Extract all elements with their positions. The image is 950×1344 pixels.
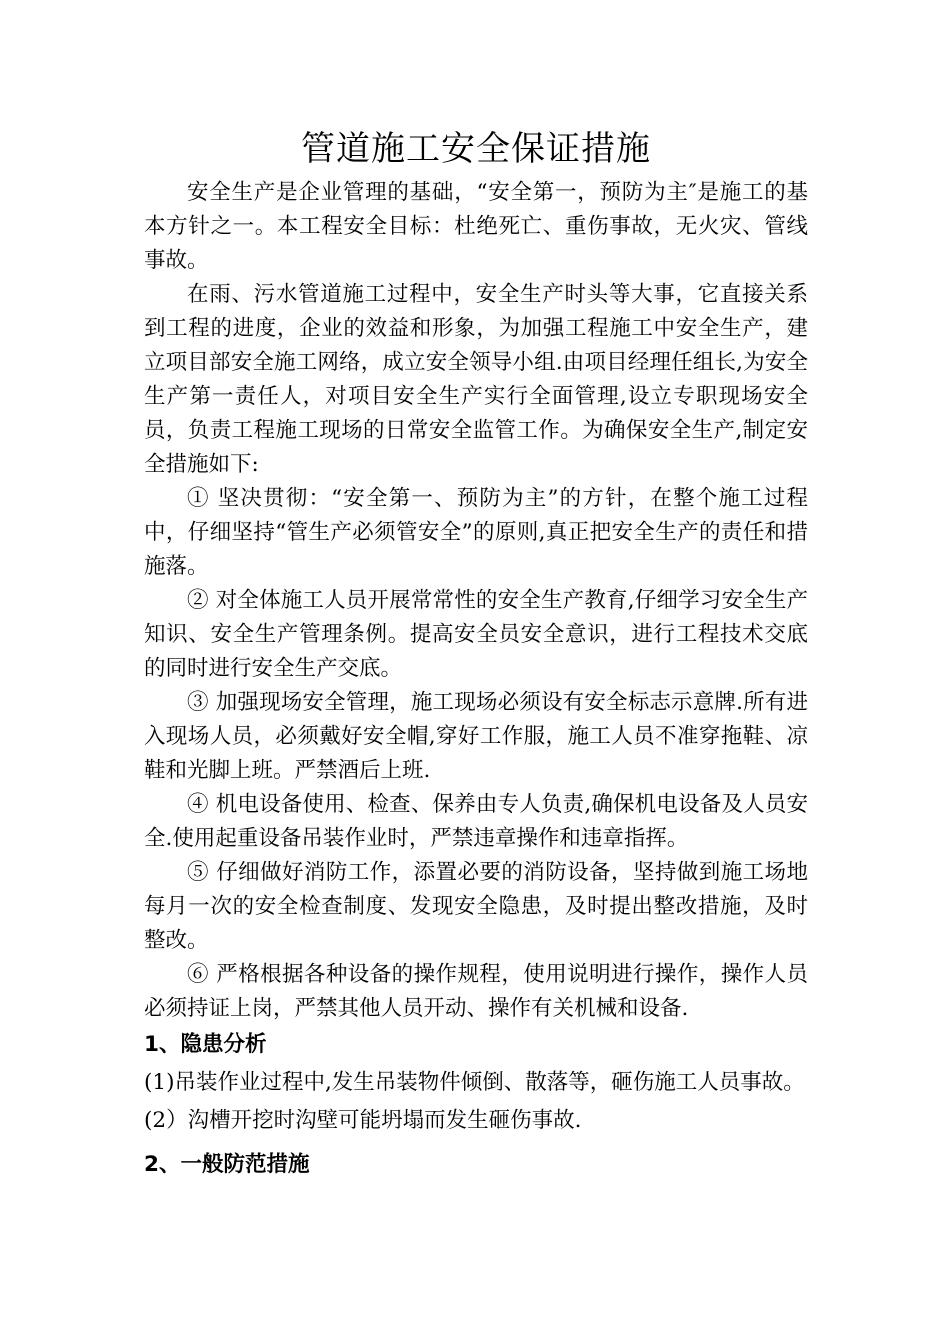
measure-item-6: ⑥ 严格根据各种设备的操作规程，使用说明进行操作，操作人员必须持证上岗，严禁其他人员开动、操作有关机械和设备.: [144, 962, 808, 1021]
measure-item-3: ③ 加强现场安全管理，施工现场必须设有安全标志示意牌.所有进入现场人员，必须戴好安全帽,穿好工作服，施工人员不准穿拖鞋、凉鞋和光脚上班。严禁酒后上班.: [144, 690, 808, 783]
document-title: 管道施工安全保证措施: [301, 129, 651, 169]
measure-item-2: ② 对全体施工人员开展常常性的安全生产教育,仔细学习安全生产知识、安全生产管理条例。提高安全员安全意识，进行工程技术交底的同时进行安全生产交底。: [144, 588, 808, 681]
section-heading-hazard-analysis: 1、隐患分析: [144, 1032, 267, 1057]
hazard-item-1: (1)吊装作业过程中,发生吊装物件倾倒、散落等，砸伤施工人员事故。: [144, 1070, 805, 1095]
section-heading-general-precautions: 2、一般防范措施: [144, 1152, 310, 1177]
document-page: [144, 126, 808, 1182]
paragraph-intro: 安全生产是企业管理的基础，“安全第一，预防为主″是施工的基本方针之一。本工程安全目标：杜绝死亡、重伤事故，无火灾、管线事故。: [144, 180, 808, 273]
measure-item-4: ④ 机电设备使用、检查、保养由专人负责,确保机电设备及人员安全.使用起重设备吊装作业时，严禁违章操作和违章指挥。: [144, 792, 808, 851]
hazard-item-2: (2）沟槽开挖时沟壁可能坍塌而发生砸伤事故.: [144, 1108, 582, 1133]
measure-item-1: ① 坚决贯彻：“安全第一、预防为主”的方针，在整个施工过程中，仔细坚持“管生产必须管安全”的原则,真正把安全生产的责任和措施落。: [144, 486, 808, 579]
paragraph-organization: 在雨、污水管道施工过程中，安全生产时头等大事，它直接关系到工程的进度，企业的效益和形象，为加强工程施工中安全生产，建立项目部安全施工网络，成立安全领导小组.由项目经理任组长,为安全生产第一责任人，对项目安全生产实行全面管理,设立专职现场安全员，负责工程施工现场的日常安全监管工作。为确保安全生产,制定安全措施如下:: [144, 282, 808, 477]
measure-item-5: ⑤ 仔细做好消防工作，添置必要的消防设备，坚持做到施工场地每月一次的安全检查制度、发现安全隐患，及时提出整改措施，及时整改。: [144, 860, 808, 953]
